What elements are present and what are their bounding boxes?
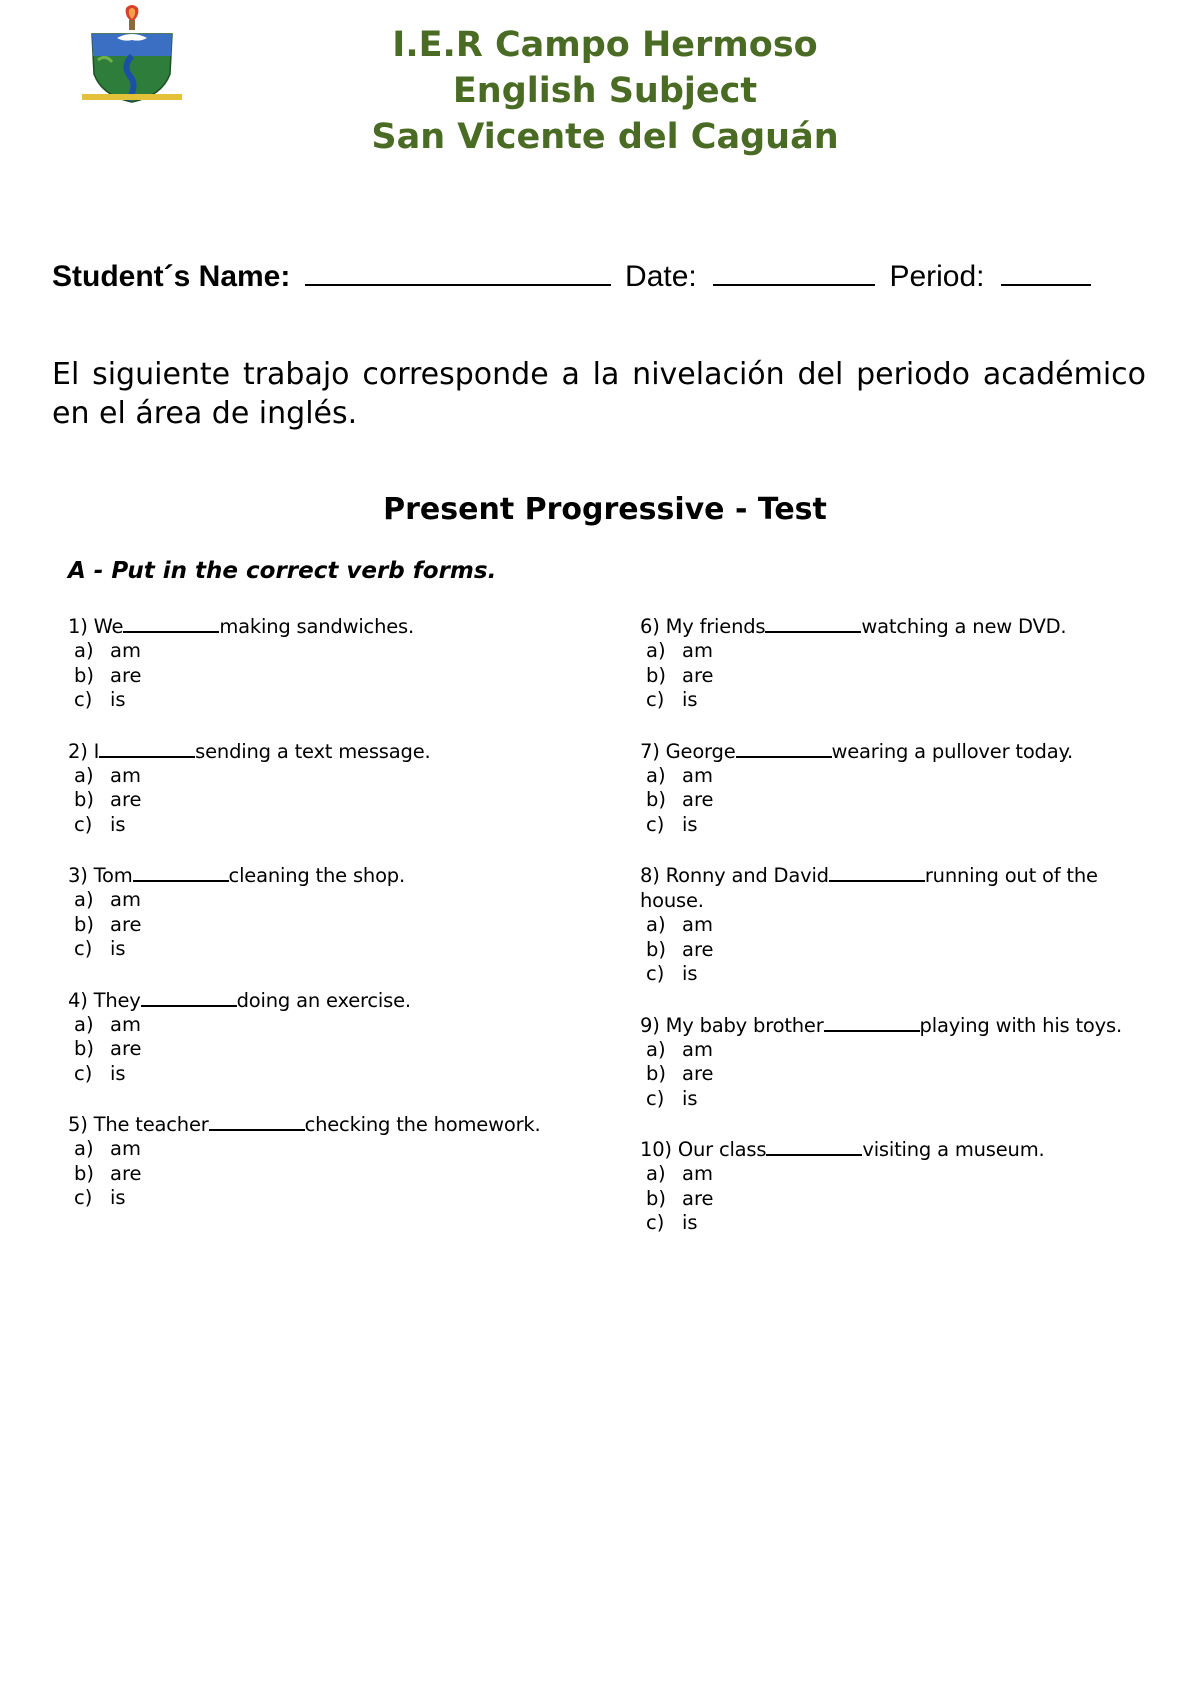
option-text: am bbox=[682, 1162, 713, 1185]
option-letter: b) bbox=[74, 1161, 94, 1185]
option-text: is bbox=[110, 688, 126, 711]
answer-options bbox=[68, 1013, 558, 1087]
student-info-line bbox=[52, 257, 1152, 297]
answer-blank[interactable] bbox=[824, 1011, 920, 1032]
option-letter: c) bbox=[74, 937, 93, 960]
answer-option[interactable] bbox=[68, 1137, 558, 1162]
question-stem: 3) Tom bbox=[68, 864, 133, 887]
option-letter: a) bbox=[646, 763, 666, 787]
question-item bbox=[640, 861, 1140, 987]
option-text: am bbox=[110, 1137, 141, 1160]
question-item bbox=[640, 612, 1140, 713]
option-letter: c) bbox=[646, 1086, 665, 1110]
option-letter: a) bbox=[74, 639, 94, 662]
option-letter: a) bbox=[74, 1137, 94, 1160]
option-letter: b) bbox=[646, 663, 666, 687]
question-continuation: playing with his toys. bbox=[919, 1013, 1122, 1037]
option-letter: b) bbox=[646, 1186, 666, 1210]
answer-option[interactable] bbox=[68, 1037, 558, 1062]
option-text: are bbox=[682, 1062, 714, 1085]
answer-blank[interactable] bbox=[765, 612, 861, 633]
date-label: Date: bbox=[625, 260, 697, 293]
answer-blank[interactable] bbox=[736, 737, 832, 758]
option-letter: c) bbox=[74, 688, 93, 711]
answer-options bbox=[640, 1038, 1140, 1112]
answer-blank[interactable] bbox=[123, 612, 219, 633]
answer-blank[interactable] bbox=[133, 861, 229, 882]
question-item bbox=[640, 1011, 1140, 1112]
question-stem: 10) Our class bbox=[640, 1138, 767, 1161]
question-text bbox=[68, 612, 558, 639]
answer-option[interactable] bbox=[640, 1062, 1140, 1087]
question-continuation: checking the homework. bbox=[304, 1113, 541, 1136]
option-text: are bbox=[682, 663, 714, 687]
option-letter: c) bbox=[74, 1186, 93, 1209]
answer-blank[interactable] bbox=[141, 986, 237, 1007]
question-stem: 9) My baby brother bbox=[640, 1013, 824, 1037]
answer-options bbox=[640, 639, 1140, 713]
question-stem: 8) Ronny and David bbox=[640, 864, 829, 887]
question-continuation: cleaning the shop. bbox=[228, 864, 405, 887]
answer-option[interactable] bbox=[68, 688, 558, 713]
option-text: is bbox=[682, 1211, 698, 1234]
answer-options bbox=[640, 913, 1140, 987]
question-stem: 1) We bbox=[68, 615, 124, 638]
answer-blank[interactable] bbox=[829, 861, 925, 882]
answer-option[interactable] bbox=[68, 764, 558, 789]
question-stem: 5) The teacher bbox=[68, 1113, 209, 1136]
answer-options bbox=[68, 764, 558, 838]
option-text: are bbox=[682, 937, 714, 961]
school-header bbox=[250, 22, 960, 160]
answer-option[interactable] bbox=[640, 1038, 1140, 1063]
answer-option[interactable] bbox=[68, 1013, 558, 1038]
answer-option[interactable] bbox=[68, 913, 558, 938]
option-letter: b) bbox=[74, 788, 94, 811]
option-text: are bbox=[110, 1037, 142, 1060]
option-text: is bbox=[110, 812, 126, 836]
answer-option[interactable] bbox=[640, 788, 1140, 813]
option-text: am bbox=[682, 763, 713, 787]
question-text bbox=[68, 737, 558, 764]
option-text: am bbox=[682, 639, 713, 662]
student-name-label: Student´s Name: bbox=[52, 260, 291, 293]
question-text bbox=[68, 861, 558, 888]
test-title: Present Progressive - Test bbox=[383, 492, 827, 527]
option-text: am bbox=[682, 1037, 713, 1061]
option-letter: b) bbox=[646, 1062, 666, 1085]
question-continuation: running out of the house. bbox=[640, 864, 1098, 912]
question-text bbox=[640, 1011, 1140, 1038]
option-text: are bbox=[682, 1186, 714, 1210]
question-item bbox=[68, 737, 558, 838]
question-stem: 7) George bbox=[640, 739, 736, 763]
option-text: are bbox=[682, 788, 714, 811]
answer-option[interactable] bbox=[68, 1162, 558, 1187]
school-name: I.E.R Campo Hermoso bbox=[392, 25, 818, 65]
question-stem: 2) I bbox=[68, 739, 100, 763]
question-continuation: watching a new DVD. bbox=[861, 615, 1067, 638]
option-text: is bbox=[682, 688, 698, 711]
question-text bbox=[640, 861, 1140, 913]
answer-blank[interactable] bbox=[99, 737, 195, 758]
option-letter: b) bbox=[74, 1037, 94, 1060]
answer-option[interactable] bbox=[640, 962, 1140, 987]
option-text: am bbox=[110, 888, 141, 911]
question-item bbox=[640, 1135, 1140, 1236]
question-item bbox=[640, 737, 1140, 838]
questions-right-column bbox=[640, 612, 1140, 1260]
question-stem: 4) They bbox=[68, 988, 141, 1012]
option-text: are bbox=[110, 1161, 142, 1185]
question-item bbox=[68, 1110, 558, 1211]
date-blank[interactable] bbox=[713, 258, 875, 286]
option-text: am bbox=[110, 1012, 141, 1036]
question-continuation: doing an exercise. bbox=[236, 988, 411, 1012]
option-text: is bbox=[110, 1061, 126, 1085]
option-text: am bbox=[682, 913, 713, 936]
question-stem: 6) My friends bbox=[640, 615, 766, 638]
answer-option[interactable] bbox=[640, 1162, 1140, 1187]
question-continuation: visiting a museum. bbox=[862, 1138, 1045, 1161]
answer-option[interactable] bbox=[68, 1186, 558, 1211]
answer-option[interactable] bbox=[640, 938, 1140, 963]
answer-option[interactable] bbox=[640, 664, 1140, 689]
option-letter: a) bbox=[74, 888, 94, 911]
answer-options bbox=[68, 639, 558, 713]
answer-option[interactable] bbox=[640, 688, 1140, 713]
option-text: is bbox=[110, 937, 126, 960]
question-continuation: making sandwiches. bbox=[219, 615, 414, 638]
option-letter: c) bbox=[646, 688, 665, 711]
option-text: am bbox=[110, 763, 141, 787]
answer-blank[interactable] bbox=[766, 1135, 862, 1156]
answer-option[interactable] bbox=[68, 1062, 558, 1087]
section-title: A - Put in the correct verb forms. bbox=[68, 558, 497, 584]
answer-option[interactable] bbox=[640, 813, 1140, 838]
option-letter: b) bbox=[74, 912, 94, 936]
option-letter: a) bbox=[646, 1162, 666, 1185]
option-text: are bbox=[110, 788, 142, 811]
question-continuation: sending a text message. bbox=[195, 739, 431, 763]
option-letter: c) bbox=[74, 812, 93, 836]
option-text: is bbox=[110, 1186, 126, 1209]
option-text: is bbox=[682, 1086, 698, 1110]
answer-option[interactable] bbox=[640, 1187, 1140, 1212]
option-letter: a) bbox=[74, 1012, 94, 1036]
subject-name: English Subject bbox=[452, 71, 758, 111]
option-text: is bbox=[682, 962, 698, 985]
answer-options bbox=[640, 764, 1140, 838]
option-text: is bbox=[682, 812, 698, 836]
option-text: am bbox=[110, 639, 141, 662]
option-text: are bbox=[110, 663, 142, 687]
option-letter: a) bbox=[646, 639, 666, 662]
answer-options bbox=[640, 1162, 1140, 1236]
question-text bbox=[640, 737, 1140, 764]
school-crest-logo bbox=[82, 4, 182, 108]
question-item bbox=[68, 861, 558, 962]
answer-option[interactable] bbox=[68, 937, 558, 962]
answer-option[interactable] bbox=[640, 913, 1140, 938]
answer-option[interactable] bbox=[68, 788, 558, 813]
answer-option[interactable] bbox=[68, 888, 558, 913]
option-letter: b) bbox=[74, 663, 94, 687]
question-continuation: wearing a pullover today. bbox=[831, 739, 1074, 763]
option-letter: c) bbox=[646, 1211, 665, 1234]
answer-options bbox=[68, 888, 558, 962]
questions-left-column bbox=[68, 612, 558, 1235]
question-text bbox=[68, 1110, 558, 1137]
option-text: are bbox=[110, 912, 142, 936]
question-text bbox=[640, 612, 1140, 639]
answer-option[interactable] bbox=[68, 664, 558, 689]
question-item bbox=[68, 612, 558, 713]
intro-paragraph: El siguiente trabajo corresponde a la nivelación del periodo académico en el área de inglés. bbox=[52, 357, 1146, 431]
period-label: Period: bbox=[889, 260, 985, 293]
option-letter: a) bbox=[646, 913, 666, 936]
answer-option[interactable] bbox=[640, 764, 1140, 789]
option-letter: b) bbox=[646, 788, 666, 811]
option-letter: c) bbox=[74, 1061, 93, 1085]
option-letter: a) bbox=[74, 763, 94, 787]
answer-option[interactable] bbox=[640, 639, 1140, 664]
answer-option[interactable] bbox=[68, 639, 558, 664]
answer-blank[interactable] bbox=[209, 1110, 305, 1131]
answer-option[interactable] bbox=[640, 1211, 1140, 1236]
school-location: San Vicente del Caguán bbox=[371, 117, 839, 157]
option-letter: a) bbox=[646, 1037, 666, 1061]
answer-option[interactable] bbox=[640, 1087, 1140, 1112]
option-letter: c) bbox=[646, 812, 665, 836]
option-letter: c) bbox=[646, 962, 665, 985]
question-item bbox=[68, 986, 558, 1087]
period-blank[interactable] bbox=[1001, 258, 1091, 286]
answer-option[interactable] bbox=[68, 813, 558, 838]
question-text bbox=[640, 1135, 1140, 1162]
question-text bbox=[68, 986, 558, 1013]
option-letter: b) bbox=[646, 937, 666, 961]
answer-options bbox=[68, 1137, 558, 1211]
student-name-blank[interactable] bbox=[305, 258, 611, 286]
